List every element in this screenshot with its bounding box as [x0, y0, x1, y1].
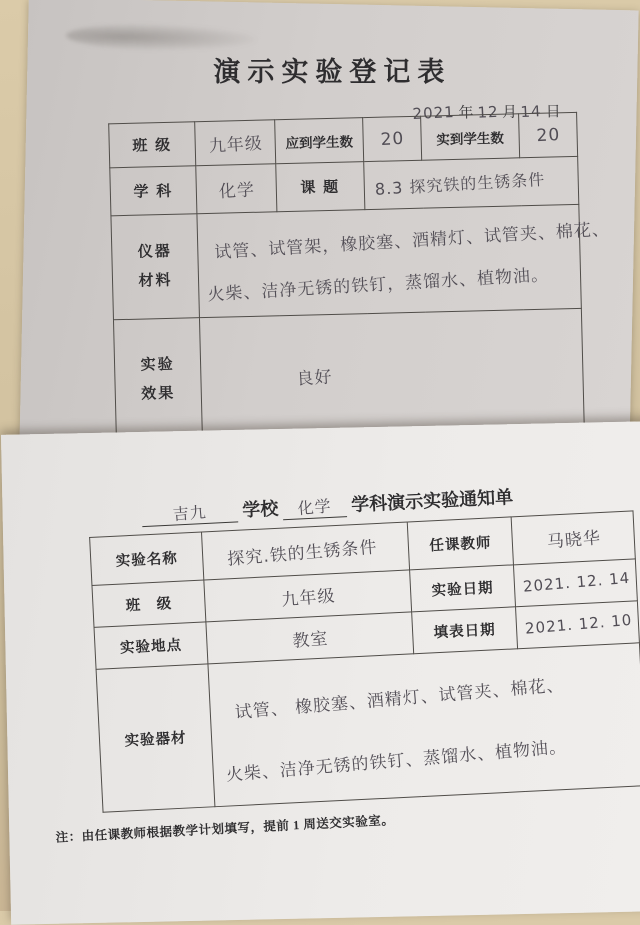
teacher-value-cell	[511, 511, 635, 565]
date-day-handwritten: 14	[520, 102, 543, 122]
location-handwritten: 教室	[291, 628, 329, 652]
notice-class-handwritten: 九年级	[280, 586, 336, 611]
date-year-handwritten: 2021	[411, 102, 455, 124]
materials-label-cell	[111, 214, 200, 320]
location-label-cell: 实验地点	[94, 622, 208, 669]
class-label-cell: 班 级	[109, 122, 196, 168]
effect-label-line1: 实验	[140, 356, 175, 374]
subject-value-cell	[196, 164, 277, 214]
class-value-handwritten: 九年级	[207, 133, 263, 157]
registration-form-paper	[19, 0, 638, 462]
fill-date-label-cell: 填表日期	[412, 607, 518, 654]
subject-value-handwritten: 化学	[217, 180, 256, 203]
effect-label-cell	[113, 318, 202, 442]
table-row	[96, 643, 640, 812]
expected-students-value-cell	[363, 116, 422, 161]
equipment-label-cell: 实验器材	[96, 664, 215, 812]
equipment-handwritten-line2: 火柴、洁净无锈的铁钉、蒸馏水、植物油。	[225, 737, 568, 786]
expected-students-label-cell: 应到学生数	[275, 118, 364, 164]
date-month-handwritten: 12	[476, 102, 499, 122]
school-label: 学校	[241, 498, 279, 521]
school-name-handwritten: 吉九	[172, 502, 208, 525]
registration-table	[108, 112, 611, 442]
materials-handwritten-line2: 火柴、洁净无锈的铁钉，蒸馏水、植物油。	[206, 264, 550, 305]
subject-label-cell: 学 科	[110, 166, 197, 216]
experiment-name-handwritten: 探究.铁的生锈条件	[226, 537, 379, 570]
experiment-date-value-cell	[513, 559, 637, 607]
effect-value-cell	[199, 308, 584, 439]
teacher-label-cell: 任课教师	[407, 517, 513, 570]
topic-value-cell	[364, 156, 579, 209]
subject-blank	[282, 495, 347, 520]
fill-date-handwritten: 2021. 12. 10	[524, 610, 633, 638]
effect-label-line2: 效果	[141, 385, 176, 403]
materials-label-line2: 材料	[138, 272, 173, 290]
equipment-handwritten-line1: 试管、 橡胶塞、酒精灯、试管夹、棉花、	[234, 675, 566, 724]
effect-value-handwritten: 良好	[296, 367, 334, 390]
notice-footnote: 注：由任课教师根据教学计划填写，提前 1 周送交实验室。	[55, 813, 395, 845]
notice-title-suffix: 学科演示实验通知单	[350, 486, 514, 515]
registration-form-title: 演示实验登记表	[213, 57, 452, 88]
experiment-date-label-cell: 实验日期	[410, 565, 516, 612]
materials-label-line1: 仪器	[137, 243, 173, 261]
teacher-name-handwritten: 马晓华	[545, 528, 602, 553]
notice-class-label-cell: 班 级	[92, 580, 206, 627]
school-name-blank	[142, 500, 239, 527]
experiment-date-handwritten: 2021. 12. 14	[522, 568, 631, 596]
notice-table	[89, 510, 640, 812]
equipment-value-cell	[208, 643, 640, 807]
faded-stamp-smudge	[66, 22, 257, 52]
table-row	[111, 204, 581, 319]
topic-value-handwritten: 8.3 探究铁的生锈条件	[374, 169, 546, 199]
date-year-unit: 年	[458, 105, 474, 122]
actual-students-handwritten: 20	[535, 124, 561, 146]
materials-handwritten-line1: 试管、试管架，橡胶塞、酒精灯、试管夹、棉花、	[213, 219, 611, 263]
fill-date-value-cell	[516, 601, 640, 649]
table-row	[113, 308, 584, 441]
experiment-name-label-cell: 实验名称	[90, 532, 204, 585]
materials-value-cell	[197, 204, 611, 317]
actual-students-label-cell: 实到学生数	[421, 114, 520, 160]
date-month-unit: 月	[501, 104, 518, 122]
actual-students-value-cell	[519, 112, 578, 157]
notice-form-paper	[1, 421, 640, 925]
topic-label-cell: 课 题	[276, 162, 365, 212]
expected-students-handwritten: 20	[379, 128, 405, 150]
date-day-unit: 日	[545, 104, 561, 121]
subject-handwritten: 化学	[297, 496, 333, 519]
class-value-cell	[195, 120, 276, 166]
